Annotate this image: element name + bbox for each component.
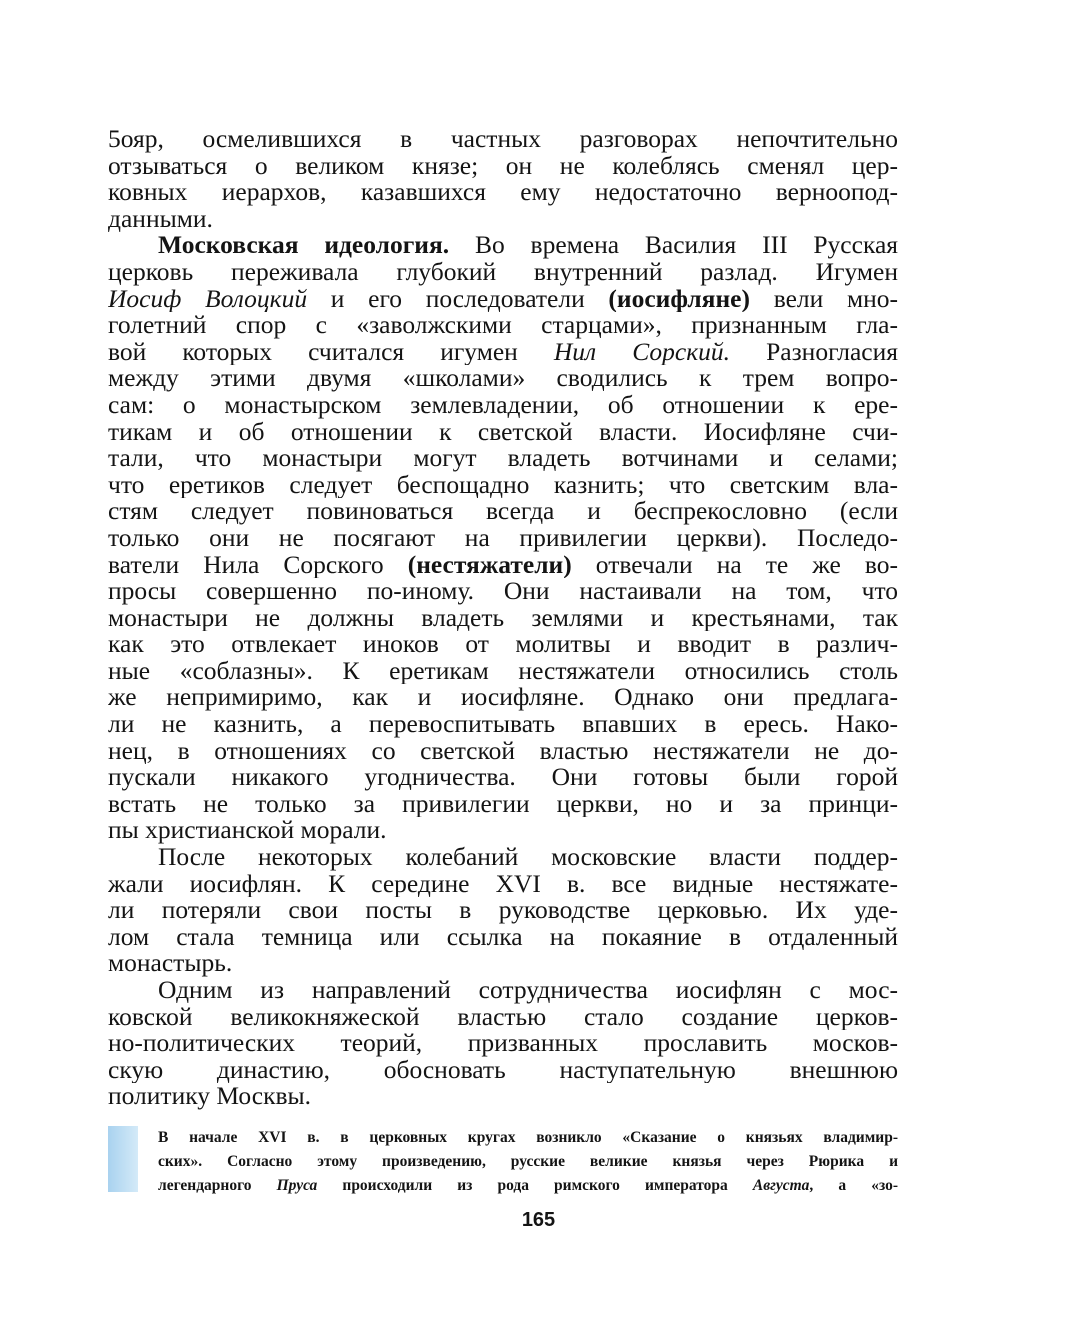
section-heading: Московская идеология. bbox=[158, 232, 450, 259]
text-line: данными. bbox=[108, 205, 213, 233]
person-name: Нил Сорский. bbox=[553, 338, 731, 366]
text-line: что еретиков следует беспощадно казнить; что светским вла- bbox=[108, 471, 898, 499]
person-name: Пруса bbox=[276, 1177, 318, 1195]
text-span: и его последователи bbox=[307, 285, 609, 313]
key-term: (нестяжатели) bbox=[407, 551, 572, 579]
text-line: церковь переживала глубокий внутренний разлад. Игумен bbox=[108, 258, 898, 286]
text-line: встать не только за привилегии церкви, но и за принци- bbox=[108, 790, 898, 818]
text-line: Одним из направлений сотрудничества иосифлян с мос- bbox=[158, 977, 898, 1004]
text-line: жали иосифлян. К середине XVI в. все видные нестяжате- bbox=[108, 870, 898, 898]
text-line: После некоторых колебаний московские власти поддер- bbox=[158, 844, 898, 871]
person-name: Иосиф Волоцкий bbox=[108, 285, 308, 313]
text-line bbox=[108, 552, 898, 579]
text-line: нец, в отношениях со светской властью нестяжатели не до- bbox=[108, 737, 898, 765]
text-span: Разногласия bbox=[730, 338, 898, 366]
text-line: только они не посягают на привилегии церкви). Последо- bbox=[108, 524, 898, 552]
text-line: но-политических теорий, призванных прославить москов- bbox=[108, 1030, 898, 1057]
page-number: 165 bbox=[521, 1209, 556, 1231]
text-line: пускали никакого угодничества. Они готовы были горой bbox=[108, 764, 898, 791]
text-line: ли не казнить, а перевоспитывать впавших в ересь. Нако- bbox=[108, 711, 898, 738]
text-line: как это отвлекает иноков от молитвы и вводит в различ- bbox=[108, 631, 898, 658]
text-line: отзываться о великом князе; он не колеблясь сменял цер- bbox=[108, 152, 898, 180]
text-line: ковных иерархов, казавшихся ему недостаточно верноопод- bbox=[108, 179, 898, 206]
text-span: вели мно- bbox=[749, 285, 898, 313]
text-span: Во времена Василия III Русская bbox=[449, 232, 898, 259]
text-line: политику Москвы. bbox=[108, 1083, 312, 1110]
note-line: В начале XVI в. в церковных кругах возникло «Сказание о князьях владимир- bbox=[158, 1129, 898, 1146]
text-span: происходили из рода римского императора bbox=[317, 1177, 753, 1195]
paragraph-1 bbox=[108, 126, 898, 232]
text-line: ные «соблазны». К еретикам нестяжатели относились столь bbox=[108, 657, 898, 685]
paragraph-moscow-ideology bbox=[108, 232, 898, 844]
note-line: ских». Согласно этому произведению, русские великие князья через Рюрика и bbox=[158, 1153, 898, 1171]
text-span: легендарного bbox=[158, 1177, 277, 1195]
note-accent-bar bbox=[108, 1126, 138, 1192]
paragraph-4 bbox=[108, 977, 898, 1110]
text-span: ватели Нила Сорского bbox=[108, 551, 408, 579]
note-line bbox=[158, 1174, 898, 1198]
text-line: тикам и об отношении к светской власти. Иосифляне счи- bbox=[108, 418, 898, 446]
text-line: сам: о монастырском землевладении, об отношении к ере- bbox=[108, 391, 898, 419]
key-term: (иосифляне) bbox=[608, 285, 750, 313]
text-line: монастыри не должны владеть землями и крестьянами, так bbox=[108, 604, 898, 632]
text-line: лом стала темница или ссылка на покаяние в отдаленный bbox=[108, 923, 898, 951]
text-span: вой которых считался игумен bbox=[108, 338, 554, 366]
text-line: пы христианской морали. bbox=[108, 817, 387, 845]
text-span: , а «зо- bbox=[809, 1177, 898, 1195]
text-span: отвечали на те же во- bbox=[571, 551, 898, 579]
text-line: 5ояр, осмелившихся в частных разговорах непочтительно bbox=[108, 126, 898, 153]
text-line bbox=[108, 339, 898, 366]
paragraph-3 bbox=[108, 844, 898, 977]
note-text bbox=[158, 1126, 898, 1199]
page-body bbox=[108, 126, 898, 1110]
text-line bbox=[108, 232, 898, 259]
text-line: ковской великокняжеской властью стало создание церков- bbox=[108, 1003, 898, 1031]
text-line: между этими двумя «школами» сводились к трем вопро- bbox=[108, 365, 898, 392]
text-line bbox=[108, 286, 898, 313]
text-line: ли потеряли свои посты в руководстве церковью. Их уде- bbox=[108, 897, 898, 924]
text-line: же непримиримо, как и иосифляне. Однако они предлага- bbox=[108, 684, 898, 712]
text-line: тали, что монастыри могут владеть вотчинами и селами; bbox=[108, 445, 898, 472]
text-line: просы совершенно по-иному. Они настаивали на том, что bbox=[108, 578, 898, 605]
text-line: скую династию, обосновать наступательную внешнюю bbox=[108, 1056, 898, 1084]
person-name: Августа bbox=[752, 1177, 810, 1195]
text-line: стям следует повиноваться всегда и беспрекословно (если bbox=[108, 498, 898, 525]
text-line: монастырь. bbox=[108, 950, 233, 977]
text-line: голетний спор с «заволжскими старцами», признанным гла- bbox=[108, 312, 898, 339]
